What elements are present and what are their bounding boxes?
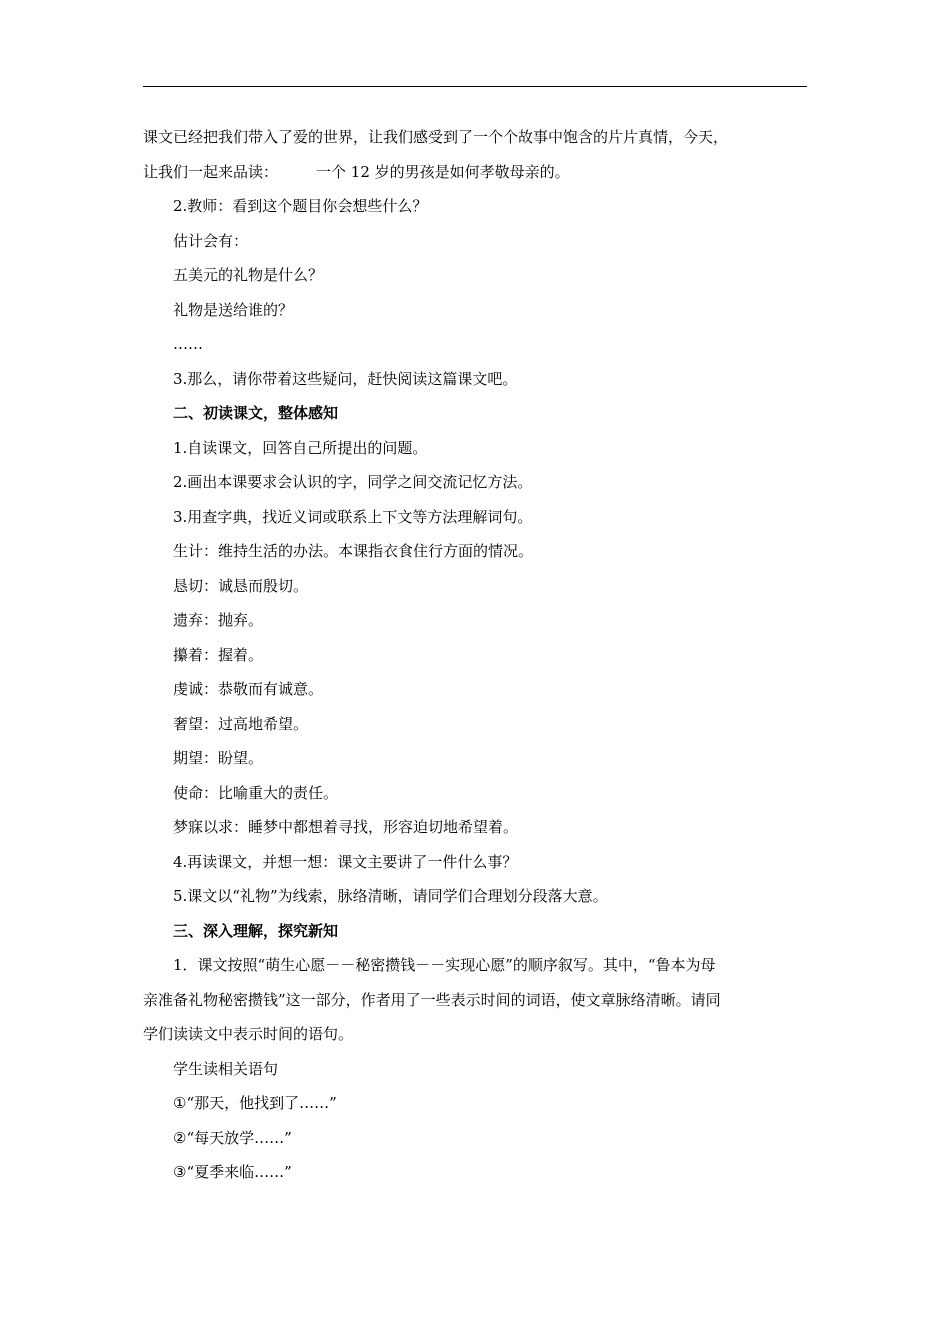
- section-2-item-3: 3.用查字典，找近义词或联系上下文等方法理解词句。: [173, 507, 533, 526]
- circled-number-1: ①: [173, 1094, 187, 1112]
- ellipsis: ……: [173, 335, 203, 353]
- quote-text: “每天放学……”: [186, 1128, 292, 1147]
- section-3-para-line-1: 1．课文按照“萌生心愿－－秘密攒钱－－实现心愿”的顺序叙写。其中，“鲁本为母: [173, 956, 716, 974]
- intro-line-2-lead: 让我们一起来品读：: [143, 162, 279, 181]
- section-2-item-4: 4.再读课文，并想一想：课文主要讲了一件什么事？: [173, 852, 518, 871]
- vocab-item: 虔诚：恭敬而有诚意。: [173, 680, 324, 698]
- quote-item: [143, 1155, 807, 1190]
- quote-text: “夏季来临……”: [186, 1163, 292, 1181]
- circled-number-2: ②: [173, 1128, 187, 1147]
- vocab-item: 梦寐以求：睡梦中都想着寻找，形容迫切地希望着。: [173, 818, 519, 836]
- vocab-item: 遗弃：抛弃。: [173, 611, 264, 629]
- student-reads-label: 学生读相关语句: [173, 1059, 279, 1078]
- vocab-item: 期望：盼望。: [173, 749, 264, 767]
- section-3-para-line-3: 学们读读文中表示时间的语句。: [143, 1025, 354, 1043]
- intro-line-2: [143, 155, 807, 190]
- intro-line-2-topic: 一个 12 岁的男孩是如何孝敬母亲的。: [316, 162, 570, 181]
- estimate-label: 估计会有：: [173, 231, 249, 250]
- vocab-item: 使命：比喻重大的责任。: [173, 783, 339, 802]
- guess-1: 五美元的礼物是什么？: [173, 266, 324, 284]
- quote-text: “那天，他找到了……”: [186, 1094, 337, 1112]
- quote-item: [143, 1121, 807, 1156]
- section-2-item-5: 5.课文以“礼物”为线索，脉络清晰，请同学们合理划分段落大意。: [173, 887, 608, 905]
- section-2-item-1: 1.自读课文，回答自己所提出的问题。: [173, 438, 428, 457]
- vocab-item: 恳切：诚恳而殷切。: [173, 576, 309, 595]
- teacher-question-3: 3.那么，请你带着这些疑问，赶快阅读这篇课文吧。: [173, 369, 518, 388]
- document-body: [143, 120, 807, 1190]
- section-2-item-2: 2.画出本课要求会认识的字，同学之间交流记忆方法。: [173, 473, 533, 491]
- quote-item: [143, 1086, 807, 1121]
- section-2-heading: 二、初读课文，整体感知: [173, 404, 339, 422]
- intro-line-1: 课文已经把我们带入了爱的世界，让我们感受到了一个个故事中饱含的片片真情，今天，: [143, 128, 729, 146]
- circled-number-3: ③: [173, 1163, 187, 1181]
- header-rule: [143, 86, 807, 87]
- guess-2: 礼物是送给谁的？: [173, 300, 294, 319]
- vocab-item: 奢望：过高地希望。: [173, 714, 309, 733]
- vocab-item: 生计：维持生活的办法。本课指衣食住行方面的情况。: [173, 542, 534, 560]
- section-3-heading: 三、深入理解，探究新知: [173, 921, 339, 940]
- teacher-question-2: 2.教师：看到这个题目你会想些什么？: [173, 197, 428, 215]
- vocab-item: 攥着：握着。: [173, 645, 264, 664]
- section-3-para-line-2: 亲准备礼物秘密攒钱”这一部分，作者用了一些表示时间的词语，使文章脉络清晰。请同: [143, 990, 721, 1009]
